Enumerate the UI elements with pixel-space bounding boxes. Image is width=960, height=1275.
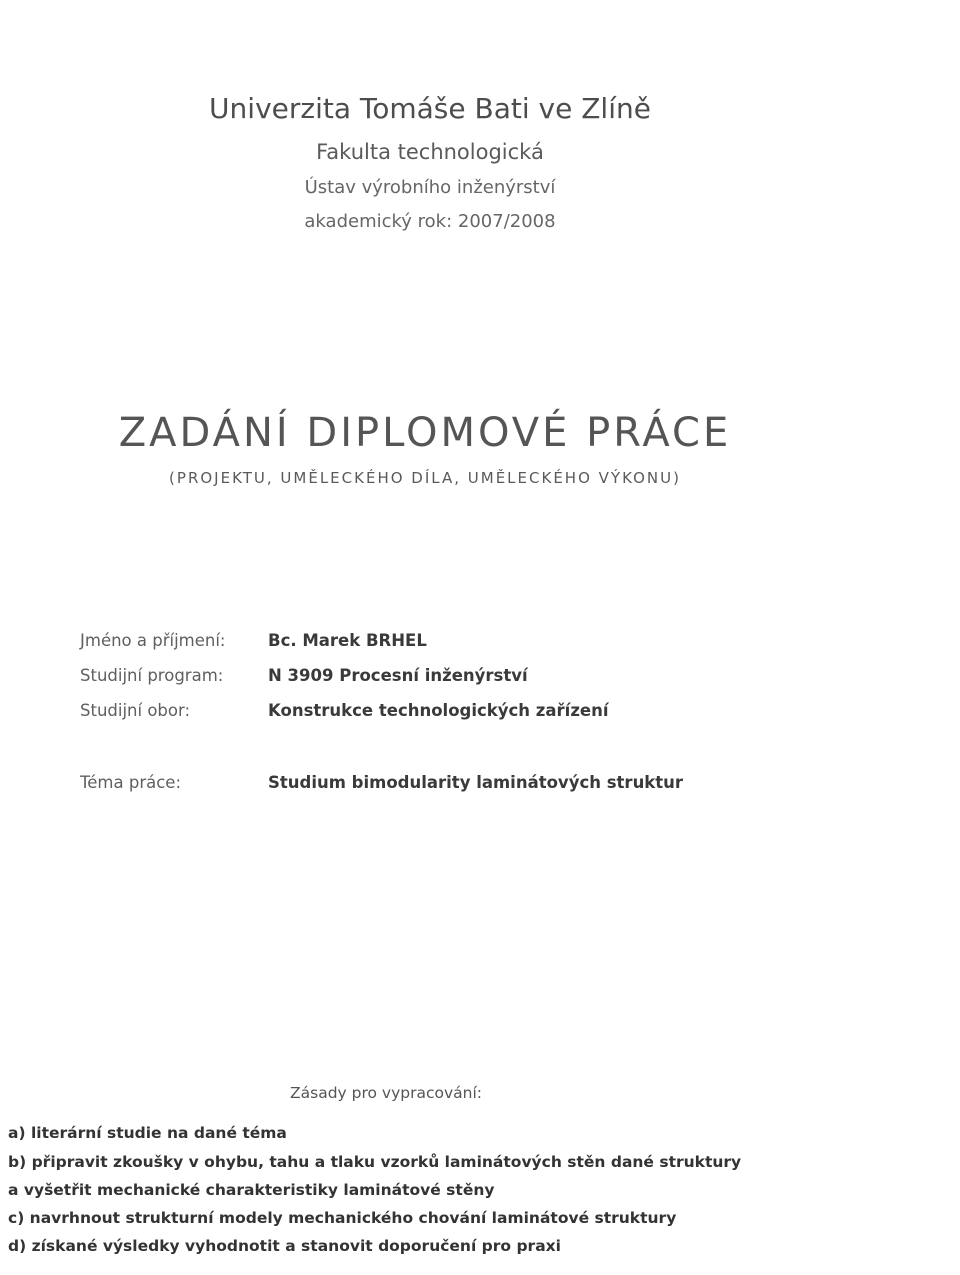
document-title: ZADÁNÍ DIPLOMOVÉ PRÁCE bbox=[118, 410, 732, 456]
faculty-name: Fakulta technologická bbox=[316, 140, 544, 164]
study-program-label: Studijní program: bbox=[80, 666, 224, 685]
academic-year: akademický rok: 2007/2008 bbox=[304, 211, 556, 232]
rule-item-b-continuation: a vyšetřit mechanické charakteristiky laminátové stěny bbox=[8, 1181, 495, 1199]
study-field-value: Konstrukce technologických zařízení bbox=[268, 701, 609, 720]
thesis-topic-label: Téma práce: bbox=[80, 773, 182, 792]
rule-item-c: c) navrhnout strukturní modely mechanického chování laminátové struktury bbox=[8, 1209, 677, 1227]
thesis-topic-value: Studium bimodularity laminátových struktur bbox=[268, 773, 684, 792]
rule-item-d: d) získané výsledky vyhodnotit a stanovit doporučení pro praxi bbox=[8, 1237, 561, 1255]
institute-name: Ústav výrobního inženýrství bbox=[304, 177, 556, 198]
university-name: Univerzita Tomáše Bati ve Zlíně bbox=[209, 92, 651, 125]
name-value: Bc. Marek BRHEL bbox=[268, 631, 427, 650]
document-subtitle: (PROJEKTU, UMĚLECKÉHO DÍLA, UMĚLECKÉHO VÝKONU) bbox=[169, 469, 681, 487]
rules-heading: Zásady pro vypracování: bbox=[290, 1084, 482, 1102]
rule-item-a: a) literární studie na dané téma bbox=[8, 1124, 287, 1142]
rule-item-b: b) připravit zkoušky v ohybu, tahu a tlaku vzorků laminátových stěn dané struktury bbox=[8, 1153, 742, 1171]
study-field-label: Studijní obor: bbox=[80, 701, 191, 720]
study-program-value: N 3909 Procesní inženýrství bbox=[268, 666, 528, 685]
name-label: Jméno a příjmení: bbox=[80, 631, 226, 650]
